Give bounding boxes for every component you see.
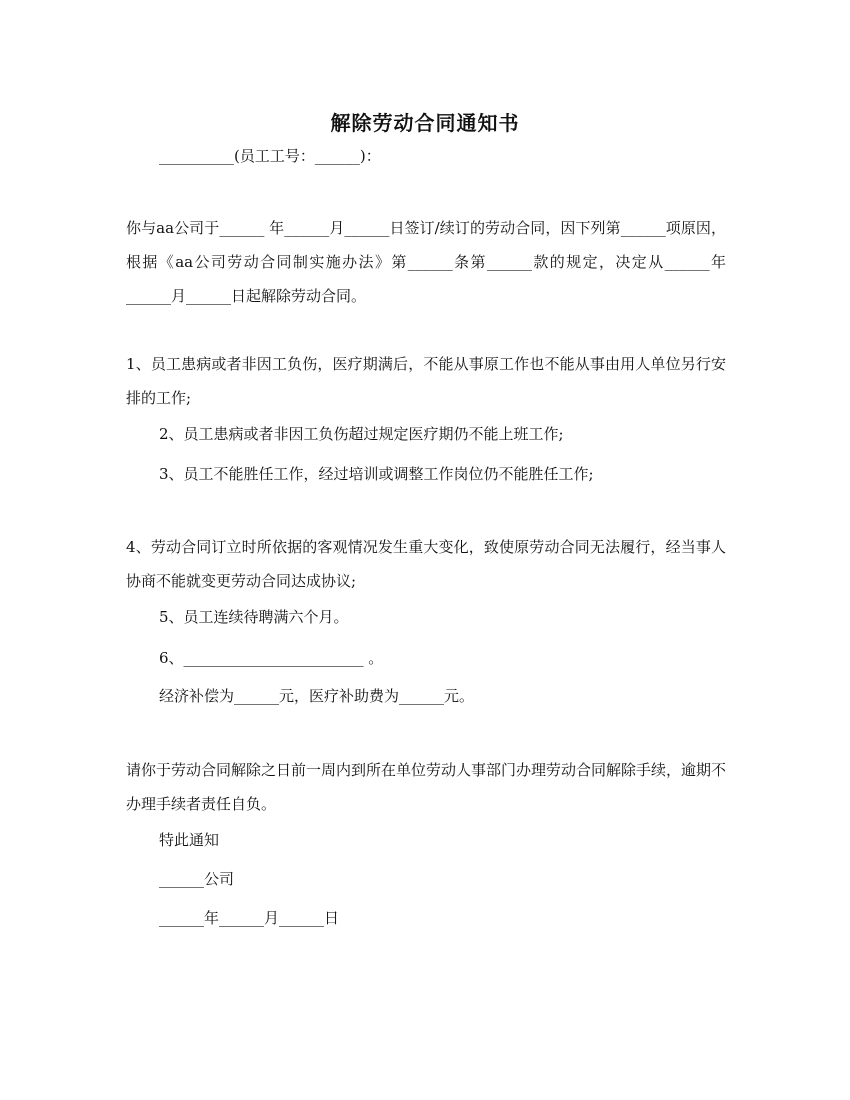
reason-5: 5、员工连续待聘满六个月。 — [159, 608, 349, 626]
reason-3: 3、员工不能胜任工作，经过培训或调整工作岗位仍不能胜任工作; — [159, 465, 594, 483]
reason-4: 4、劳动合同订立时所依据的客观情况发生重大变化，致使原劳动合同无法履行，经当事人协商不能就变更劳动合同达成协议; — [126, 538, 726, 590]
reason-1: 1、员工患病或者非因工负伤，医疗期满后，不能从事原工作也不能从事由用人单位另行安排的工作; — [126, 355, 726, 407]
signature-date: ______年______月______日 — [159, 909, 340, 927]
compensation-line: 经济补偿为______元，医疗补助费为______元。 — [159, 687, 475, 705]
document-title: 解除劳动合同通知书 — [330, 111, 520, 135]
instruction-paragraph: 请你于劳动合同解除之日前一周内到所在单位劳动人事部门办理劳动合同解除手续，逾期不办理手续者责任自负。 — [126, 761, 727, 813]
reason-6: 6、________________________ 。 — [159, 649, 384, 667]
company-signature: ______公司 — [159, 870, 235, 888]
closing-line: 特此通知 — [159, 831, 220, 849]
salutation-line: __________(员工工号：______)： — [159, 147, 381, 165]
intro-paragraph: 你与aa公司于______ 年______月______日签订/续订的劳动合同，因下列第______项原因，根据《aa公司劳动合同制实施办法》第______条第______款的规定，决定从______年______月______日起解除劳动合同。 — [126, 219, 726, 305]
reason-2: 2、员工患病或者非因工负伤超过规定医疗期仍不能上班工作; — [159, 425, 564, 443]
